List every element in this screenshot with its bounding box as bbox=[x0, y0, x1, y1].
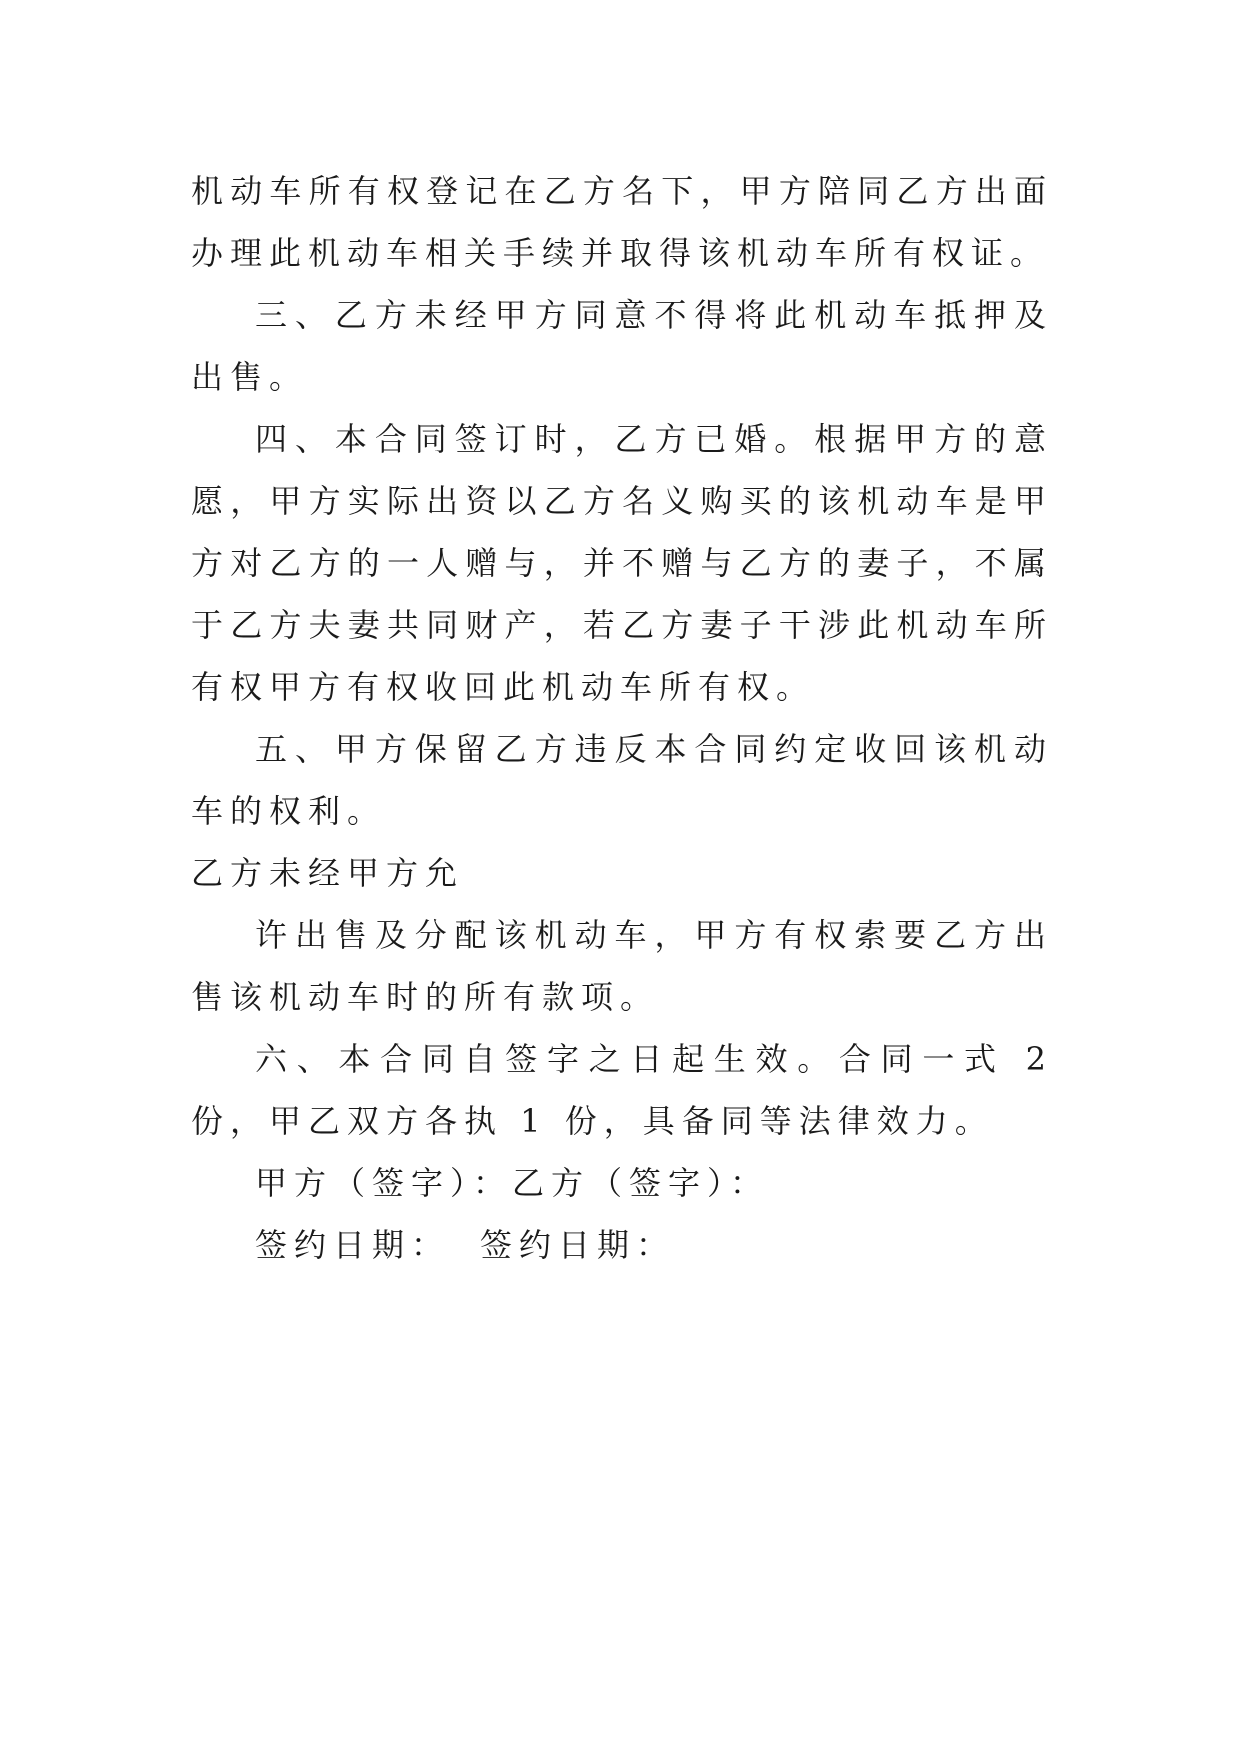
paragraph-clause-6: 六、本合同自签字之日起生效。合同一式 2 份，甲乙双方各执 1 份，具备同等法律效力。 bbox=[191, 1040, 1053, 1140]
party-a-signature-label: 甲方（签字）： bbox=[255, 1164, 513, 1202]
paragraph-clause-4: 四、本合同签订时，乙方已婚。根据甲方的意愿，甲方实际出资以乙方名义购买的该机动车是甲方对乙方的一人赠与，并不赠与乙方的妻子，不属于乙方夫妻共同财产，若乙方妻子干涉此机动车所有权甲方有权收回此机动车所有权。 bbox=[191, 420, 1053, 706]
contract-body bbox=[191, 160, 1053, 1276]
party-a-date-label: 签约日期： bbox=[255, 1226, 451, 1264]
party-b-date-label: 签约日期： bbox=[480, 1226, 676, 1264]
paragraph-clause-3: 三、乙方未经甲方同意不得将此机动车抵押及出售。 bbox=[191, 296, 1053, 396]
paragraph-clause-5: 五、甲方保留乙方违反本合同约定收回该机动车的权利。 bbox=[191, 730, 1053, 830]
paragraph-ownership-registration: 机动车所有权登记在乙方名下，甲方陪同乙方出面办理此机动车相关手续并取得该机动车所有权证。 bbox=[191, 172, 1053, 272]
date-line bbox=[191, 1214, 1053, 1276]
signature-line bbox=[191, 1152, 1053, 1214]
paragraph-clause-5-continued: 乙方未经甲方允 bbox=[191, 854, 465, 892]
party-b-signature-label: 乙方（签字）： bbox=[512, 1164, 770, 1202]
paragraph-clause-5-remainder: 许出售及分配该机动车，甲方有权索要乙方出售该机动车时的所有款项。 bbox=[191, 916, 1053, 1016]
